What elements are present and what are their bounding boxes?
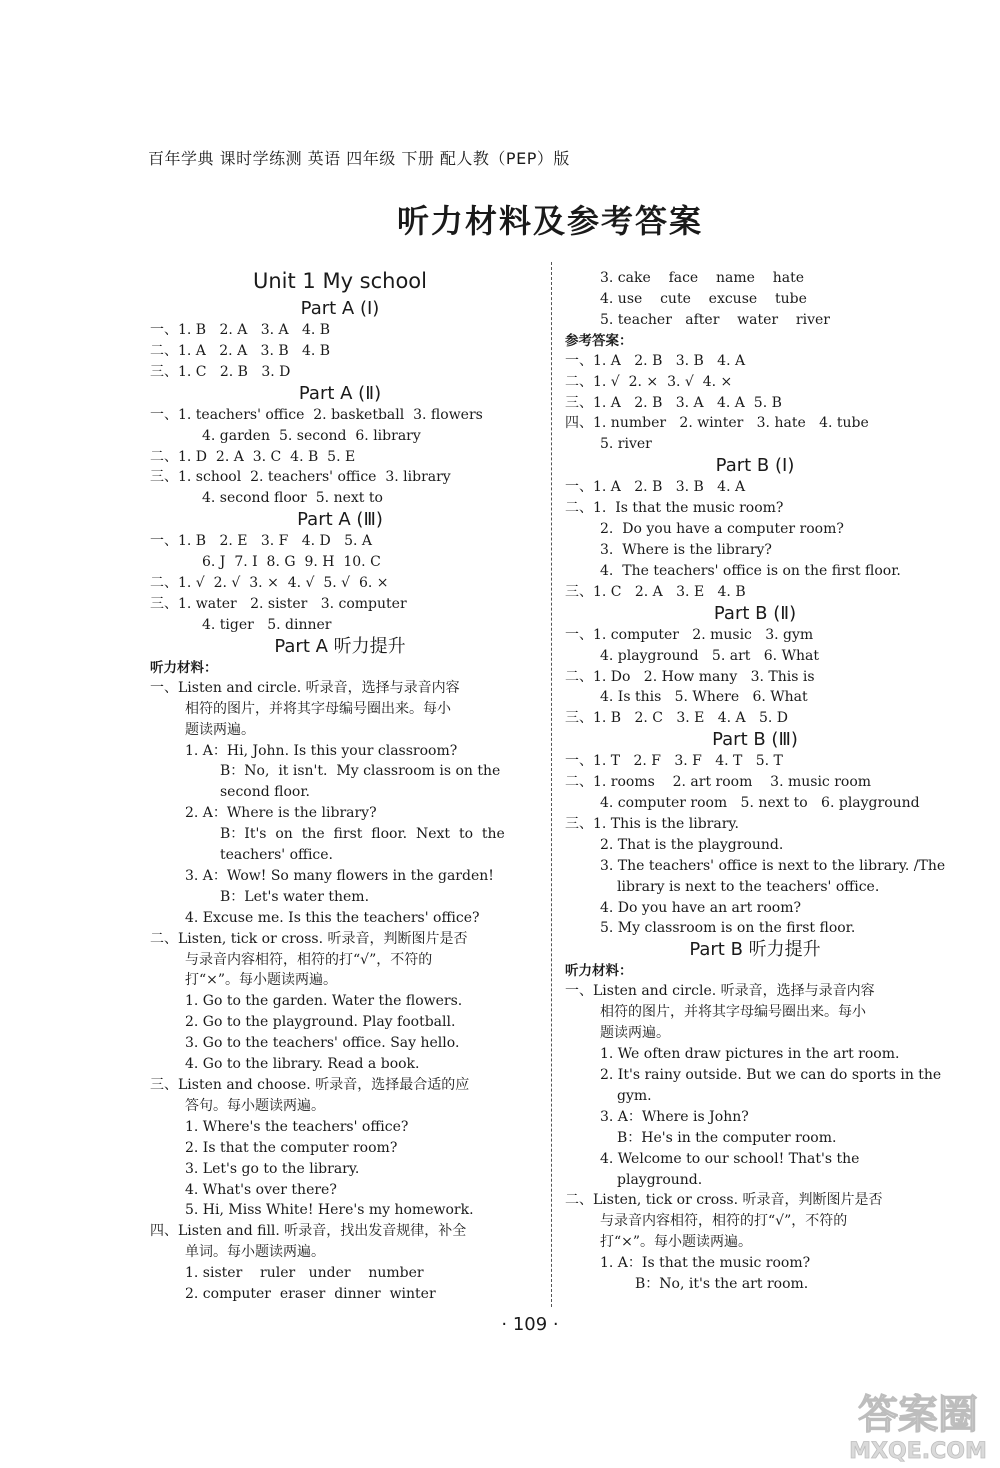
answer-line: 4. computer room 5. next to 6. playground — [600, 795, 920, 812]
listening-line: 1. Go to the garden. Water the flowers. — [185, 993, 463, 1010]
answer-line: 4. second floor 5. next to — [202, 490, 383, 507]
listening-line: B：No, it isn't. My classroom is on the — [220, 763, 501, 780]
answer-line: 2. Do you have a computer room? — [600, 521, 844, 538]
answer-line: 4. tiger 5. dinner — [202, 616, 332, 633]
part-b-listen-title: Part B 听力提升 — [689, 939, 821, 961]
page-title: 听力材料及参考答案 — [396, 202, 703, 240]
part-a2-title: Part A (Ⅱ) — [298, 382, 382, 404]
answer-line: 2. That is the playground. — [600, 836, 784, 853]
right-column — [565, 268, 945, 1295]
listening-line: B：It's on the first floor. Next to the — [220, 826, 505, 843]
left-column — [150, 266, 530, 1305]
listening-line: 题读两遍。 — [185, 721, 255, 738]
answer-line: 三、1. water 2. sister 3. computer — [150, 595, 407, 612]
listening-line: 3. Let's go to the library. — [185, 1160, 360, 1177]
listening-line: 1. A：Hi, John. Is this your classroom? — [185, 742, 458, 759]
answer-line: 一、1. B 2. E 3. F 4. D 5. A — [150, 533, 372, 550]
part-a-listen-title: Part A 听力提升 — [274, 635, 406, 657]
reference-answer-label: 参考答案： — [565, 332, 633, 349]
watermark-url: MXQE.COM — [849, 1439, 987, 1464]
answer-line: 二、1. Is that the music room? — [565, 500, 784, 517]
part-a3-title: Part A (Ⅲ) — [297, 509, 383, 531]
listening-line: 打“×”。每小题读两遍。 — [600, 1234, 753, 1251]
listening-line: 1. sister ruler under number — [185, 1265, 424, 1282]
unit-title: Unit 1 My school — [252, 269, 427, 293]
listening-line: 2. It's rainy outside. But we can do sports in the — [600, 1067, 942, 1083]
listening-line: 4. use cute excuse tube — [600, 290, 807, 307]
listening-line: 3. Go to the teachers' office. Say hello. — [185, 1035, 460, 1052]
answer-line: 二、1. rooms 2. art room 3. music room — [565, 774, 872, 791]
watermark-logo-icon — [838, 1380, 998, 1466]
listening-line: B：He's in the computer room. — [617, 1129, 837, 1146]
answer-line: 5. river — [600, 436, 652, 453]
listening-material-label: 听力材料： — [150, 659, 218, 676]
listening-line: 4. Excuse me. Is this the teachers' office? — [185, 909, 480, 926]
answer-line: library is next to the teachers' office. — [617, 878, 880, 895]
answer-line: 三、1. school 2. teachers' office 3. library — [150, 469, 451, 486]
answer-line: 二、1. √ 2. × 3. √ 4. × — [565, 373, 733, 390]
answer-line: 一、1. teachers' office 2. basketball 3. flowers — [150, 406, 483, 423]
answer-line: 4. playground 5. art 6. What — [600, 647, 819, 664]
page-number: · 109 · — [501, 1314, 559, 1335]
listening-line: 4. What's over there? — [185, 1181, 337, 1198]
answer-line: 6. J 7. I 8. G 9. H 10. C — [202, 554, 381, 571]
answer-line: 一、1. T 2. F 3. F 4. T 5. T — [565, 753, 783, 770]
answer-line: 一、1. A 2. B 3. B 4. A — [565, 479, 746, 496]
listening-line: B：Let's water them. — [220, 888, 370, 905]
watermark-text: 答案圈 — [858, 1392, 978, 1438]
listening-line: 题读两遍。 — [600, 1025, 670, 1042]
listening-line: teachers' office. — [220, 847, 334, 864]
listening-line: 打“×”。每小题读两遍。 — [185, 972, 338, 989]
listening-line: 二、Listen, tick or cross. 听录音，判断图片是否 — [565, 1192, 883, 1209]
listening-line: 单词。每小题读两遍。 — [185, 1244, 325, 1261]
listening-line: 与录音内容相符，相符的打“√”，不符的 — [185, 951, 433, 968]
listening-line: 2. Is that the computer room? — [185, 1139, 398, 1156]
listening-line: 1. A：Is that the music room? — [600, 1255, 811, 1272]
listening-material-label: 听力材料： — [565, 963, 633, 980]
listening-line: B：No, it's the art room. — [635, 1276, 809, 1293]
part-a1-title: Part A (Ⅰ) — [300, 298, 380, 319]
answer-line: 4. garden 5. second 6. library — [202, 427, 421, 444]
answer-line: 二、1. √ 2. √ 3. × 4. √ 5. √ 6. × — [150, 575, 389, 592]
answer-line: 一、1. B 2. A 3. A 4. B — [150, 322, 331, 338]
answer-line: 三、1. A 2. B 3. A 4. A 5. B — [565, 394, 782, 411]
listening-line: 2. Go to the playground. Play football. — [185, 1014, 456, 1031]
answer-line: 二、1. D 2. A 3. C 4. B 5. E — [150, 448, 356, 465]
listening-line: 相符的图片，并将其字母编号圈出来。每小 — [600, 1004, 866, 1021]
answer-line: 四、1. number 2. winter 3. hate 4. tube — [565, 415, 869, 432]
listening-line: 3. A：Where is John? — [600, 1108, 749, 1125]
answer-line: 3. Where is the library? — [600, 541, 772, 558]
listening-line: 3. cake face name hate — [600, 270, 805, 286]
column-divider — [551, 262, 552, 1307]
answer-line: 3. The teachers' office is next to the library. /The — [600, 857, 945, 874]
listening-line: 相符的图片，并将其字母编号圈出来。每小 — [185, 700, 451, 717]
answer-line: 一、1. computer 2. music 3. gym — [565, 626, 814, 643]
answer-line: 一、1. A 2. B 3. B 4. A — [565, 352, 746, 369]
answer-line: 二、1. Do 2. How many 3. This is — [565, 668, 815, 685]
part-b3-title: Part B (Ⅲ) — [712, 729, 798, 751]
listening-line: playground. — [617, 1171, 703, 1188]
listening-line: 4. Go to the library. Read a book. — [185, 1056, 420, 1073]
part-b1-title: Part B (Ⅰ) — [715, 455, 795, 477]
answer-line: 三、1. C 2. B 3. D — [150, 363, 291, 380]
answer-line: 5. My classroom is on the first floor. — [600, 920, 856, 937]
listening-line: 5. teacher after water river — [600, 311, 830, 328]
listening-line: gym. — [617, 1087, 652, 1104]
listening-line: 一、Listen and circle. 听录音，选择与录音内容 — [150, 679, 460, 696]
listening-line: 二、Listen, tick or cross. 听录音，判断图片是否 — [150, 930, 468, 947]
listening-line: 1. We often draw pictures in the art room. — [600, 1046, 900, 1063]
series-header: 百年学典 课时学练测 英语 四年级 下册 配人教（PEP）版 — [148, 149, 570, 168]
listening-line: 5. Hi, Miss White! Here's my homework. — [185, 1202, 474, 1219]
part-b2-title: Part B (Ⅱ) — [713, 602, 797, 624]
listening-line: 一、Listen and circle. 听录音，选择与录音内容 — [565, 983, 875, 1000]
answer-line: 4. The teachers' office is on the first floor. — [600, 562, 901, 579]
answer-line: 三、1. B 2. C 3. E 4. A 5. D — [565, 710, 788, 727]
listening-line: 3. A：Wow! So many flowers in the garden! — [185, 867, 494, 884]
listening-line: 三、Listen and choose. 听录音，选择最合适的应 — [150, 1077, 470, 1093]
listening-line: 答句。每小题读两遍。 — [185, 1097, 325, 1114]
listening-line: second floor. — [220, 784, 310, 801]
listening-line: 四、Listen and fill. 听录音，找出发音规律，补全 — [150, 1223, 467, 1240]
listening-line: 1. Where's the teachers' office? — [185, 1118, 409, 1135]
listening-line: 2. computer eraser dinner winter — [185, 1286, 436, 1303]
answer-line: 4. Is this 5. Where 6. What — [600, 689, 808, 706]
listening-line: 与录音内容相符，相符的打“√”，不符的 — [600, 1213, 848, 1230]
answer-line: 二、1. A 2. A 3. B 4. B — [150, 342, 331, 359]
answer-line: 三、1. This is the library. — [565, 815, 739, 832]
listening-line: 4. Welcome to our school! That's the — [600, 1150, 860, 1167]
listening-line: 2. A：Where is the library? — [185, 805, 377, 822]
answer-line: 三、1. C 2. A 3. E 4. B — [565, 583, 746, 600]
answer-line: 4. Do you have an art room? — [600, 899, 801, 916]
